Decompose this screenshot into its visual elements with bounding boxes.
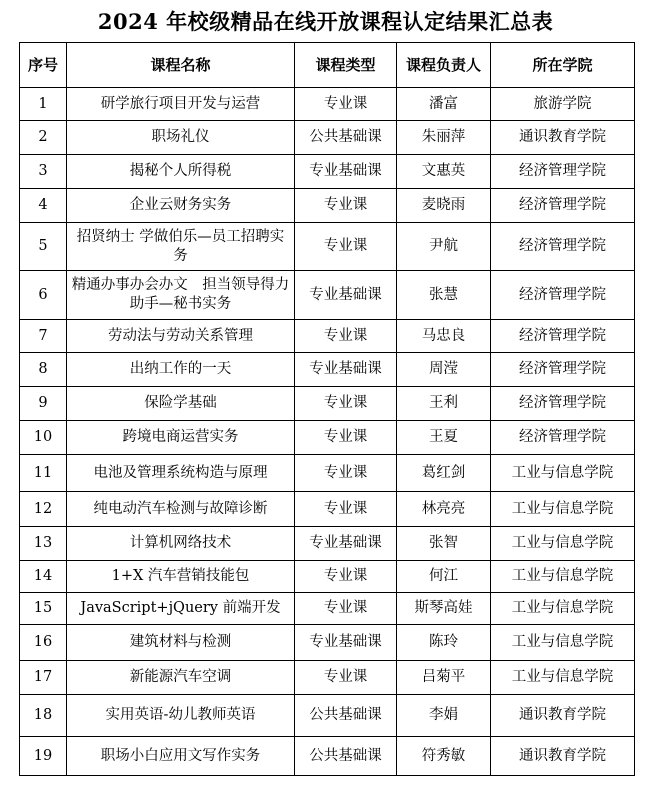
- table-row: [20, 387, 635, 421]
- cell-course-name: 实用英语-幼儿教师英语: [67, 695, 295, 737]
- cell-college: 经济管理学院: [491, 353, 635, 387]
- cell-serial: 14: [20, 561, 67, 593]
- cell-course-type: 专业课: [295, 320, 397, 353]
- cell-course-lead: 林亮亮: [397, 492, 491, 527]
- cell-serial: 10: [20, 421, 67, 455]
- cell-course-name: 精通办事办会办文 担当领导得力助手—秘书实务: [67, 271, 295, 320]
- cell-college: 通识教育学院: [491, 737, 635, 776]
- cell-course-type: 专业课: [295, 455, 397, 492]
- cell-course-lead: 吕菊平: [397, 661, 491, 695]
- cell-college: 工业与信息学院: [491, 625, 635, 661]
- cell-college: 经济管理学院: [491, 271, 635, 320]
- cell-course-lead: 张慧: [397, 271, 491, 320]
- cell-course-type: 专业基础课: [295, 625, 397, 661]
- results-table: [19, 42, 635, 776]
- cell-college: 经济管理学院: [491, 421, 635, 455]
- cell-course-name: 电池及管理系统构造与原理: [67, 455, 295, 492]
- cell-course-name: 招贤纳士 学做伯乐—员工招聘实务: [67, 223, 295, 271]
- cell-course-lead: 麦晓雨: [397, 189, 491, 223]
- table-row: [20, 223, 635, 271]
- cell-serial: 4: [20, 189, 67, 223]
- cell-college: 工业与信息学院: [491, 661, 635, 695]
- table-row: [20, 155, 635, 189]
- cell-course-lead: 潘富: [397, 88, 491, 121]
- cell-course-type: 公共基础课: [295, 695, 397, 737]
- table-row: [20, 189, 635, 223]
- cell-course-lead: 斯琴高娃: [397, 593, 491, 625]
- cell-college: 工业与信息学院: [491, 455, 635, 492]
- cell-course-name: 职场小白应用文写作实务: [67, 737, 295, 776]
- table-row: [20, 625, 635, 661]
- cell-college: 旅游学院: [491, 88, 635, 121]
- cell-serial: 3: [20, 155, 67, 189]
- cell-course-name: 跨境电商运营实务: [67, 421, 295, 455]
- cell-course-name: 保险学基础: [67, 387, 295, 421]
- cell-course-lead: 王夏: [397, 421, 491, 455]
- cell-college: 工业与信息学院: [491, 593, 635, 625]
- cell-course-name: 计算机网络技术: [67, 527, 295, 561]
- cell-serial: 7: [20, 320, 67, 353]
- cell-course-type: 专业基础课: [295, 527, 397, 561]
- cell-college: 工业与信息学院: [491, 492, 635, 527]
- table-row: [20, 121, 635, 155]
- cell-college: 工业与信息学院: [491, 561, 635, 593]
- cell-college: 经济管理学院: [491, 320, 635, 353]
- cell-course-lead: 李娟: [397, 695, 491, 737]
- table-row: [20, 271, 635, 320]
- cell-serial: 18: [20, 695, 67, 737]
- table-row: [20, 661, 635, 695]
- cell-serial: 15: [20, 593, 67, 625]
- cell-course-name: JavaScript+jQuery 前端开发: [67, 593, 295, 625]
- cell-serial: 9: [20, 387, 67, 421]
- cell-course-type: 专业课: [295, 88, 397, 121]
- cell-course-type: 专业课: [295, 561, 397, 593]
- cell-course-name: 企业云财务实务: [67, 189, 295, 223]
- cell-course-type: 专业课: [295, 661, 397, 695]
- cell-course-lead: 文惠英: [397, 155, 491, 189]
- cell-course-name: 1+X 汽车营销技能包: [67, 561, 295, 593]
- cell-serial: 12: [20, 492, 67, 527]
- header-college: 所在学院: [491, 43, 635, 88]
- cell-course-lead: 何江: [397, 561, 491, 593]
- header-course-type: 课程类型: [295, 43, 397, 88]
- cell-serial: 5: [20, 223, 67, 271]
- cell-serial: 11: [20, 455, 67, 492]
- cell-serial: 13: [20, 527, 67, 561]
- cell-course-type: 专业课: [295, 387, 397, 421]
- cell-course-name: 揭秘个人所得税: [67, 155, 295, 189]
- cell-course-type: 公共基础课: [295, 737, 397, 776]
- cell-course-type: 专业基础课: [295, 353, 397, 387]
- header-course-lead: 课程负责人: [397, 43, 491, 88]
- table-row: [20, 492, 635, 527]
- cell-college: 通识教育学院: [491, 695, 635, 737]
- cell-course-lead: 朱丽萍: [397, 121, 491, 155]
- cell-course-lead: 陈玲: [397, 625, 491, 661]
- table-row: [20, 695, 635, 737]
- table-row: [20, 737, 635, 776]
- cell-course-type: 专业基础课: [295, 155, 397, 189]
- cell-serial: 16: [20, 625, 67, 661]
- cell-course-lead: 葛红剑: [397, 455, 491, 492]
- table-row: [20, 593, 635, 625]
- cell-college: 经济管理学院: [491, 223, 635, 271]
- header-serial: 序号: [20, 43, 67, 88]
- table-body: [20, 88, 635, 776]
- cell-course-lead: 符秀敏: [397, 737, 491, 776]
- cell-course-name: 出纳工作的一天: [67, 353, 295, 387]
- table-row: [20, 353, 635, 387]
- cell-serial: 19: [20, 737, 67, 776]
- cell-college: 经济管理学院: [491, 155, 635, 189]
- cell-serial: 1: [20, 88, 67, 121]
- table-row: [20, 320, 635, 353]
- cell-course-name: 新能源汽车空调: [67, 661, 295, 695]
- cell-course-lead: 王利: [397, 387, 491, 421]
- cell-course-name: 研学旅行项目开发与运营: [67, 88, 295, 121]
- cell-course-lead: 尹航: [397, 223, 491, 271]
- document-title: 2024 年校级精品在线开放课程认定结果汇总表: [97, 9, 554, 34]
- table-row: [20, 527, 635, 561]
- cell-course-type: 专业课: [295, 421, 397, 455]
- table-header-row: [20, 43, 635, 88]
- cell-course-name: 职场礼仪: [67, 121, 295, 155]
- cell-course-type: 专业基础课: [295, 271, 397, 320]
- cell-course-type: 专业课: [295, 223, 397, 271]
- table-row: [20, 88, 635, 121]
- cell-course-type: 专业课: [295, 492, 397, 527]
- cell-serial: 2: [20, 121, 67, 155]
- cell-course-type: 专业课: [295, 593, 397, 625]
- cell-serial: 6: [20, 271, 67, 320]
- cell-course-lead: 周滢: [397, 353, 491, 387]
- table-row: [20, 561, 635, 593]
- cell-serial: 17: [20, 661, 67, 695]
- cell-course-type: 公共基础课: [295, 121, 397, 155]
- cell-course-name: 建筑材料与检测: [67, 625, 295, 661]
- table-row: [20, 421, 635, 455]
- cell-college: 经济管理学院: [491, 387, 635, 421]
- cell-college: 工业与信息学院: [491, 527, 635, 561]
- cell-course-name: 劳动法与劳动关系管理: [67, 320, 295, 353]
- cell-serial: 8: [20, 353, 67, 387]
- cell-college: 通识教育学院: [491, 121, 635, 155]
- table-row: [20, 455, 635, 492]
- cell-course-type: 专业课: [295, 189, 397, 223]
- cell-course-lead: 张智: [397, 527, 491, 561]
- cell-college: 经济管理学院: [491, 189, 635, 223]
- header-course-name: 课程名称: [67, 43, 295, 88]
- cell-course-name: 纯电动汽车检测与故障诊断: [67, 492, 295, 527]
- cell-course-lead: 马忠良: [397, 320, 491, 353]
